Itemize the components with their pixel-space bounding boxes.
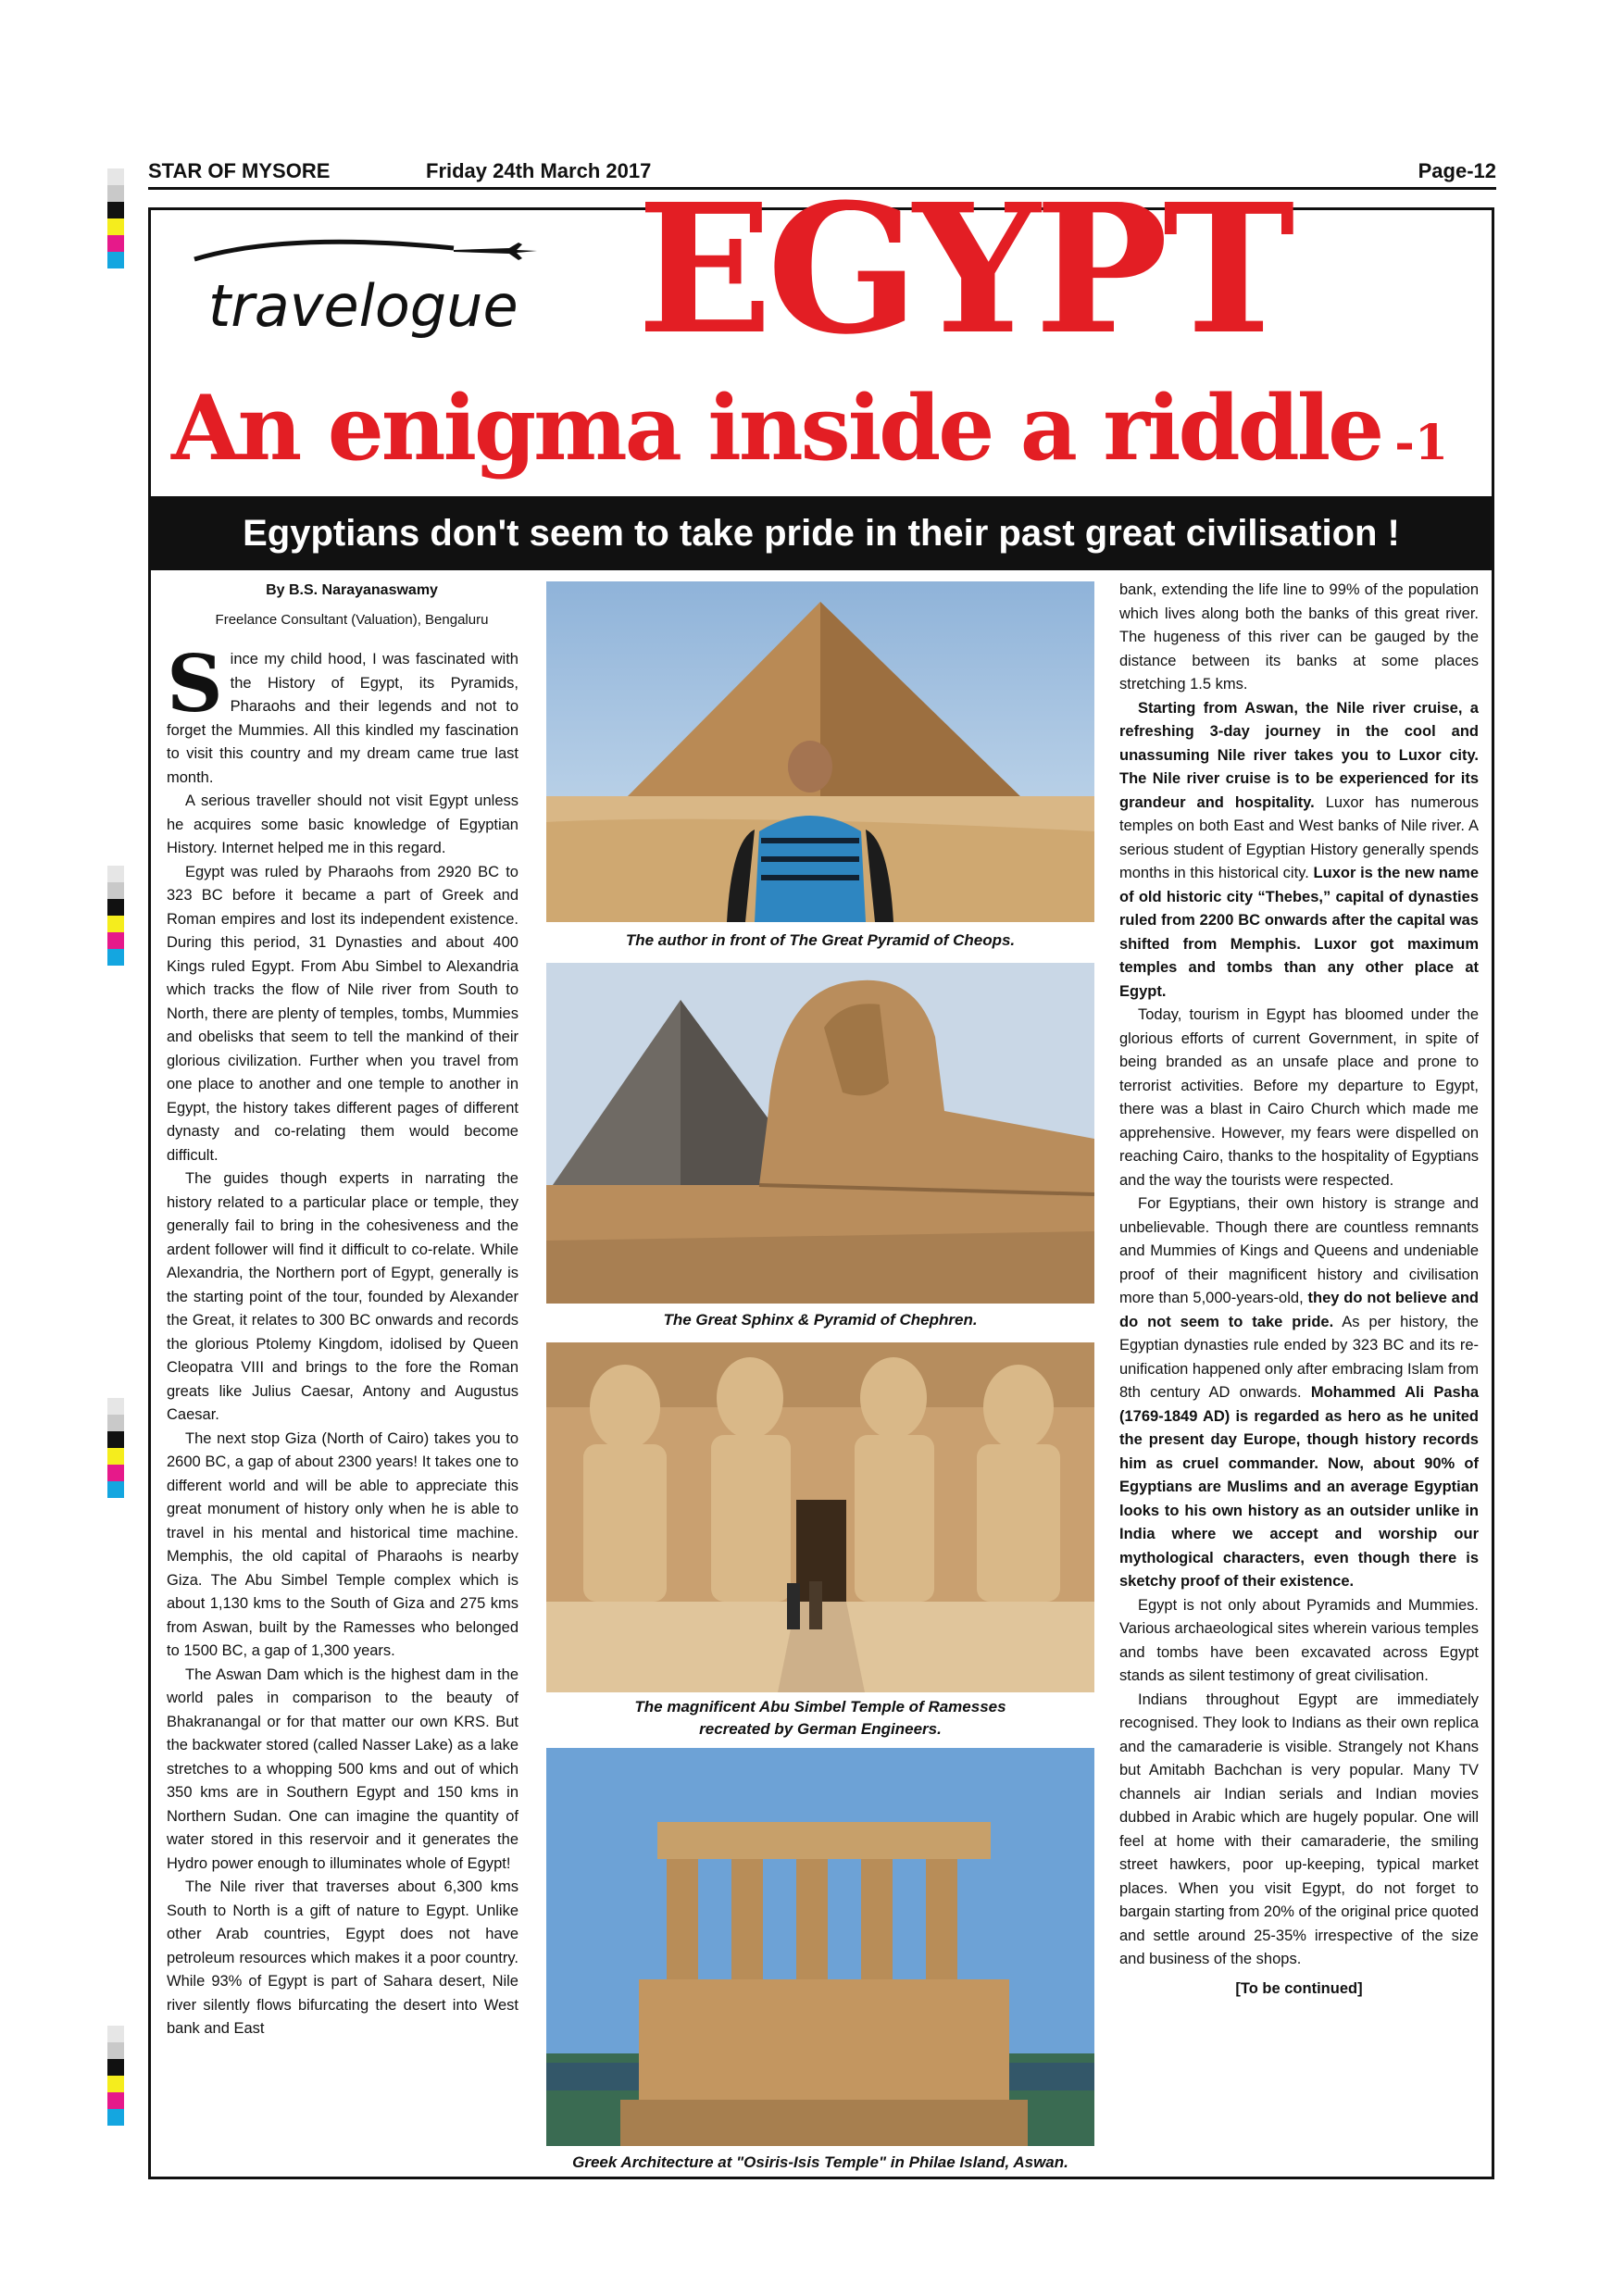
bold-text: Starting from Aswan, the Nile river cruise, a refreshing 3-day journey in the cool and unassuming Nile river takes you to Luxor city. The Nile river cruise is to be experienced for its grandeur and hospitality. (1119, 699, 1479, 811)
headline-text: An enigma inside a riddle (171, 376, 1382, 480)
article-column-1 (167, 579, 518, 2041)
airplane-icon (454, 243, 537, 260)
caption-line: The magnificent Abu Simbel Temple of Ramesses (634, 1698, 1006, 1716)
subheadline: Egyptians don't seem to take pride in their past great civilisation ! (148, 496, 1494, 570)
paragraph: Egypt was ruled by Pharaohs from 2920 BC to 323 BC before it became a part of Greek and Roman empires and lost its independent existence. During this period, 31 Dynasties and about 400 Kings ruled Egypt. From Abu Simbel to Alexandria which tracks the flow of Nile river from South to North, there are plenty of temples, tombs, Mummies and obelisks that seem to tell the mankind of their glorious civilization. Further when you travel from one place to another and one temple to another in Egypt, the history takes different pages of different dynasty and co-relating them would become difficult. (167, 863, 518, 1164)
page-number: Page-12 (1418, 159, 1496, 182)
headline (171, 376, 1449, 480)
paragraph: A serious traveller should not visit Egypt unless he acquires some basic knowledge of Egyptian History. Internet helped me in this regard. (167, 792, 518, 856)
photo-author-pyramid (546, 581, 1094, 922)
photo-caption: The Great Sphinx & Pyramid of Chephren. (663, 1311, 978, 1329)
bold-text: Mohammed Ali Pasha (1769-1849 AD) is regarded as hero as he united the present day Europe, though history records him as cruel commander. Now, about 90% of Egyptians are Muslims and an average Egyptian looks to his own history as an outsider unlike in India where we accept and worship our mythological characters, even though there is sketchy proof of their existence. (1119, 1384, 1479, 1590)
paragraph: The next stop Giza (North of Cairo) takes you to 2600 BC, a gap of about 2300 years! It takes one to different world and will be able to appreciate this great monument of history only when he is able to travel in his mental and historical time machine. Memphis, the old capital of Pharaohs is nearby Giza. The Abu Simbel Temple complex which is about 1,130 kms to the South of Giza and 275 kms from Aswan, built by the Ramesses who belonged to 1500 BC, a gap of 1,300 years. (167, 1429, 518, 1659)
paragraph-text: ince my child hood, I was fascinated with the History of Egypt, its Pyramids, Pharaohs and their legends and not to forget the Mummies. All this kindled my fascination to visit this country and my dream came true last month. (167, 651, 518, 786)
photo-caption: Greek Architecture at "Osiris-Isis Temple" in Philae Island, Aswan. (572, 2153, 1068, 2171)
paragraph (1119, 697, 1479, 1004)
paragraph (1119, 1192, 1479, 1594)
paragraph: Indians throughout Egypt are immediately recognised. They look to Indians as their own replica and the camaraderie is visible. Strangely not Khans but Amitabh Bachchan is very popular. Many TV channels air Indian serials and Indian movies dubbed in Arabic which are hugely popular. One will feel at home with their camaraderie, the smiling street hawkers, poor up-keeping, typical market places. When you visit Egypt, do not forget to bargain starting from 20% of the original price quoted and settle around 25-35% irrespective of the size and business of the shops. (1119, 1691, 1479, 1967)
byline: By B.S. Narayanaswamy (266, 582, 438, 598)
drop-cap: S (167, 638, 223, 730)
registration-marks (107, 168, 124, 268)
photo-caption (546, 1696, 1094, 1741)
caption-line: recreated by German Engineers. (699, 1720, 942, 1738)
svg-text:travelogue: travelogue (208, 272, 518, 340)
registration-marks (107, 2026, 124, 2126)
section-title: EGYPT (637, 166, 1290, 374)
registration-marks (107, 866, 124, 966)
paragraph: The Nile river that traverses about 6,300 kms South to North is a gift of nature to Egypt. Unlike other Arab countries, Egypt does not have petroleum resources which makes it a poor country. While 93% of Egypt is part of Sahara desert, Nile river silently flows bifurcating the desert into West bank and East (167, 1878, 518, 2037)
paragraph: The guides though experts in narrating the history related to a particular place or temple, they generally fail to bring in the cohesiveness and the ardent follower will find it difficult to co-relate. While Alexandria, the Northern port of Egypt, generally is the starting point of the tour, founded by Alexander the Great, it relates to 300 BC onwards and records the glorious Ptolemy Kingdom, idolised by Queen Cleopatra VIII and brings to the fore the Roman greats like Julius Caesar, Antony and Augustus Caesar. (167, 1170, 518, 1423)
paragraph: The Aswan Dam which is the highest dam in the world pales in comparison to the beauty of Bhakranangal or for that matter our own KRS. But the backwater stored (called Nasser Lake) as a lake stretches to a whopping 500 kms and out of which 350 kms are in Southern Egypt and 150 kms in Northern Sudan. One can imagine the quantity of water stored in this reservoir and it generates the Hydro power enough to illuminates whole of Egypt! (167, 1666, 518, 1872)
photo-abu-simbel (546, 1342, 1094, 1692)
photo-sphinx (546, 963, 1094, 1304)
paragraph-text: For Egyptians, their own history is strange and unbelievable. Though there are countless remnants and Mummies of Kings and Queens and undeniable proof of their magnificent history and civilisation more than 5,000-years-old, (1119, 1195, 1479, 1306)
author-affiliation: Freelance Consultant (Valuation), Bengaluru (215, 611, 489, 628)
article-column-3 (1119, 579, 1479, 2001)
paragraph (167, 638, 518, 790)
paragraph: Today, tourism in Egypt has bloomed under the glorious efforts of current Government, in spite of being branded as an unsafe place and prone to terrorist activities. Before my departure to Egypt, there was a blast in Cairo Church which made me apprehensive. However, my fears were dispelled on reaching Cairo, thanks to the hospitality of Egyptians and the way the tourists were respected. (1119, 1006, 1479, 1189)
paragraph-text: As per history, the Egyptian dynasties rule ended by 323 BC and its re-unification happened only after embracing Islam from 8th century AD onwards. (1119, 1313, 1479, 1401)
bold-text: Luxor is the new name of old historic city “Thebes,” capital of dynasties ruled from 2200 BC onwards after the capital was shifted from Memphis. Luxor got maximum temples and tombs than any other place at Egypt. (1119, 865, 1480, 1000)
paragraph-text: Luxor has numerous temples on both East and West banks of Nile river. A serious student of Egyptian History generally spends months in this historical city. (1119, 793, 1479, 881)
continued-note: [To be continued] (1235, 1979, 1363, 1997)
paragraph: bank, extending the life line to 99% of the population which lives along both the banks of this great river. The hugeness of this river can be gauged by the distance between its banks at some places stretching 1.5 kms. (1119, 581, 1479, 693)
travelogue-logo (176, 222, 620, 343)
photo-caption: The author in front of The Great Pyramid of Cheops. (625, 931, 1016, 949)
issue-date: Friday 24th March 2017 (426, 159, 652, 182)
bold-text: they do not believe and do not seem to take pride. (1119, 1290, 1479, 1330)
photo-philae-temple (546, 1748, 1094, 2146)
paper-name: STAR OF MYSORE (148, 159, 331, 182)
paragraph: Egypt is not only about Pyramids and Mummies. Various archaeological sites wherein various temples and tombs have been excavated across Egypt stands as silent testimony of great civilisation. (1119, 1596, 1479, 1684)
part-number: -1 (1394, 415, 1449, 471)
registration-marks (107, 1398, 124, 1498)
